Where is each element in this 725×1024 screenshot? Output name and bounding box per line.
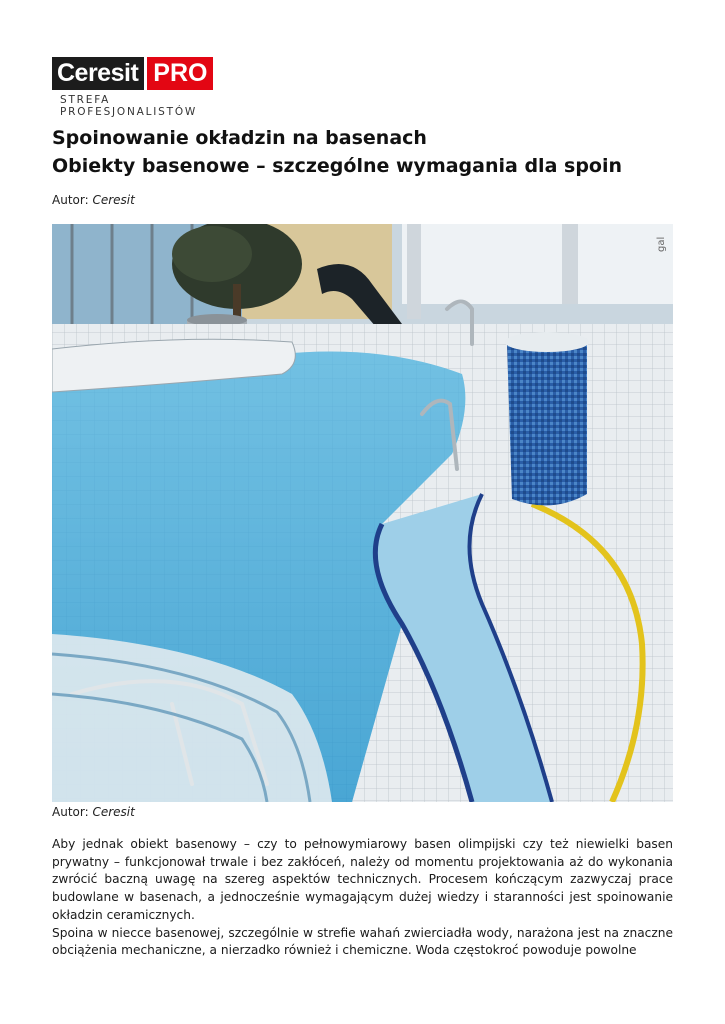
logo-tagline: STREFA PROFESJONALISTÓW [60,94,198,118]
logo-badge: PRO [147,57,213,90]
author-line-top [52,193,135,207]
author-label: Autor: [52,193,89,207]
photo-watermark: gal [656,236,667,252]
page-title [52,124,682,180]
author-name: Ceresit [92,193,135,207]
caption-author-label: Autor: [52,805,89,819]
ceresit-pro-logo [52,57,252,118]
paragraph-2: Spoina w niecce basenowej, szczególnie w strefie wahań zwierciadła wody, narażona jest na znaczne obciążenia mechaniczne, a nierzadko również i chemiczne. Woda częstokroć powoduje powolne [52,925,673,958]
caption-author-name: Ceresit [92,805,135,819]
article-body [52,836,673,960]
title-line-1: Spoinowanie okładzin na basenach [52,127,427,149]
pool-photo [52,224,673,802]
author-line-caption [52,805,135,819]
title-line-2: Obiekty basenowe – szczególne wymagania dla spoin [52,155,623,177]
logo-brand: Ceresit [52,57,144,90]
paragraph-1: Aby jednak obiekt basenowy – czy to pełnowymiarowy basen olimpijski czy też niewielki basen prywatny – funkcjonował trwale i bez zakłóceń, należy od momentu projektowania aż do wykonania zwrócić baczną uwagę na szereg aspektów technicznych. Procesem kończącym zazwyczaj prace budowlane w basenach, a jednocześnie wymagającym dużej wiedzy i staranności jest spoinowanie okładzin ceramicznych. [52,837,673,922]
